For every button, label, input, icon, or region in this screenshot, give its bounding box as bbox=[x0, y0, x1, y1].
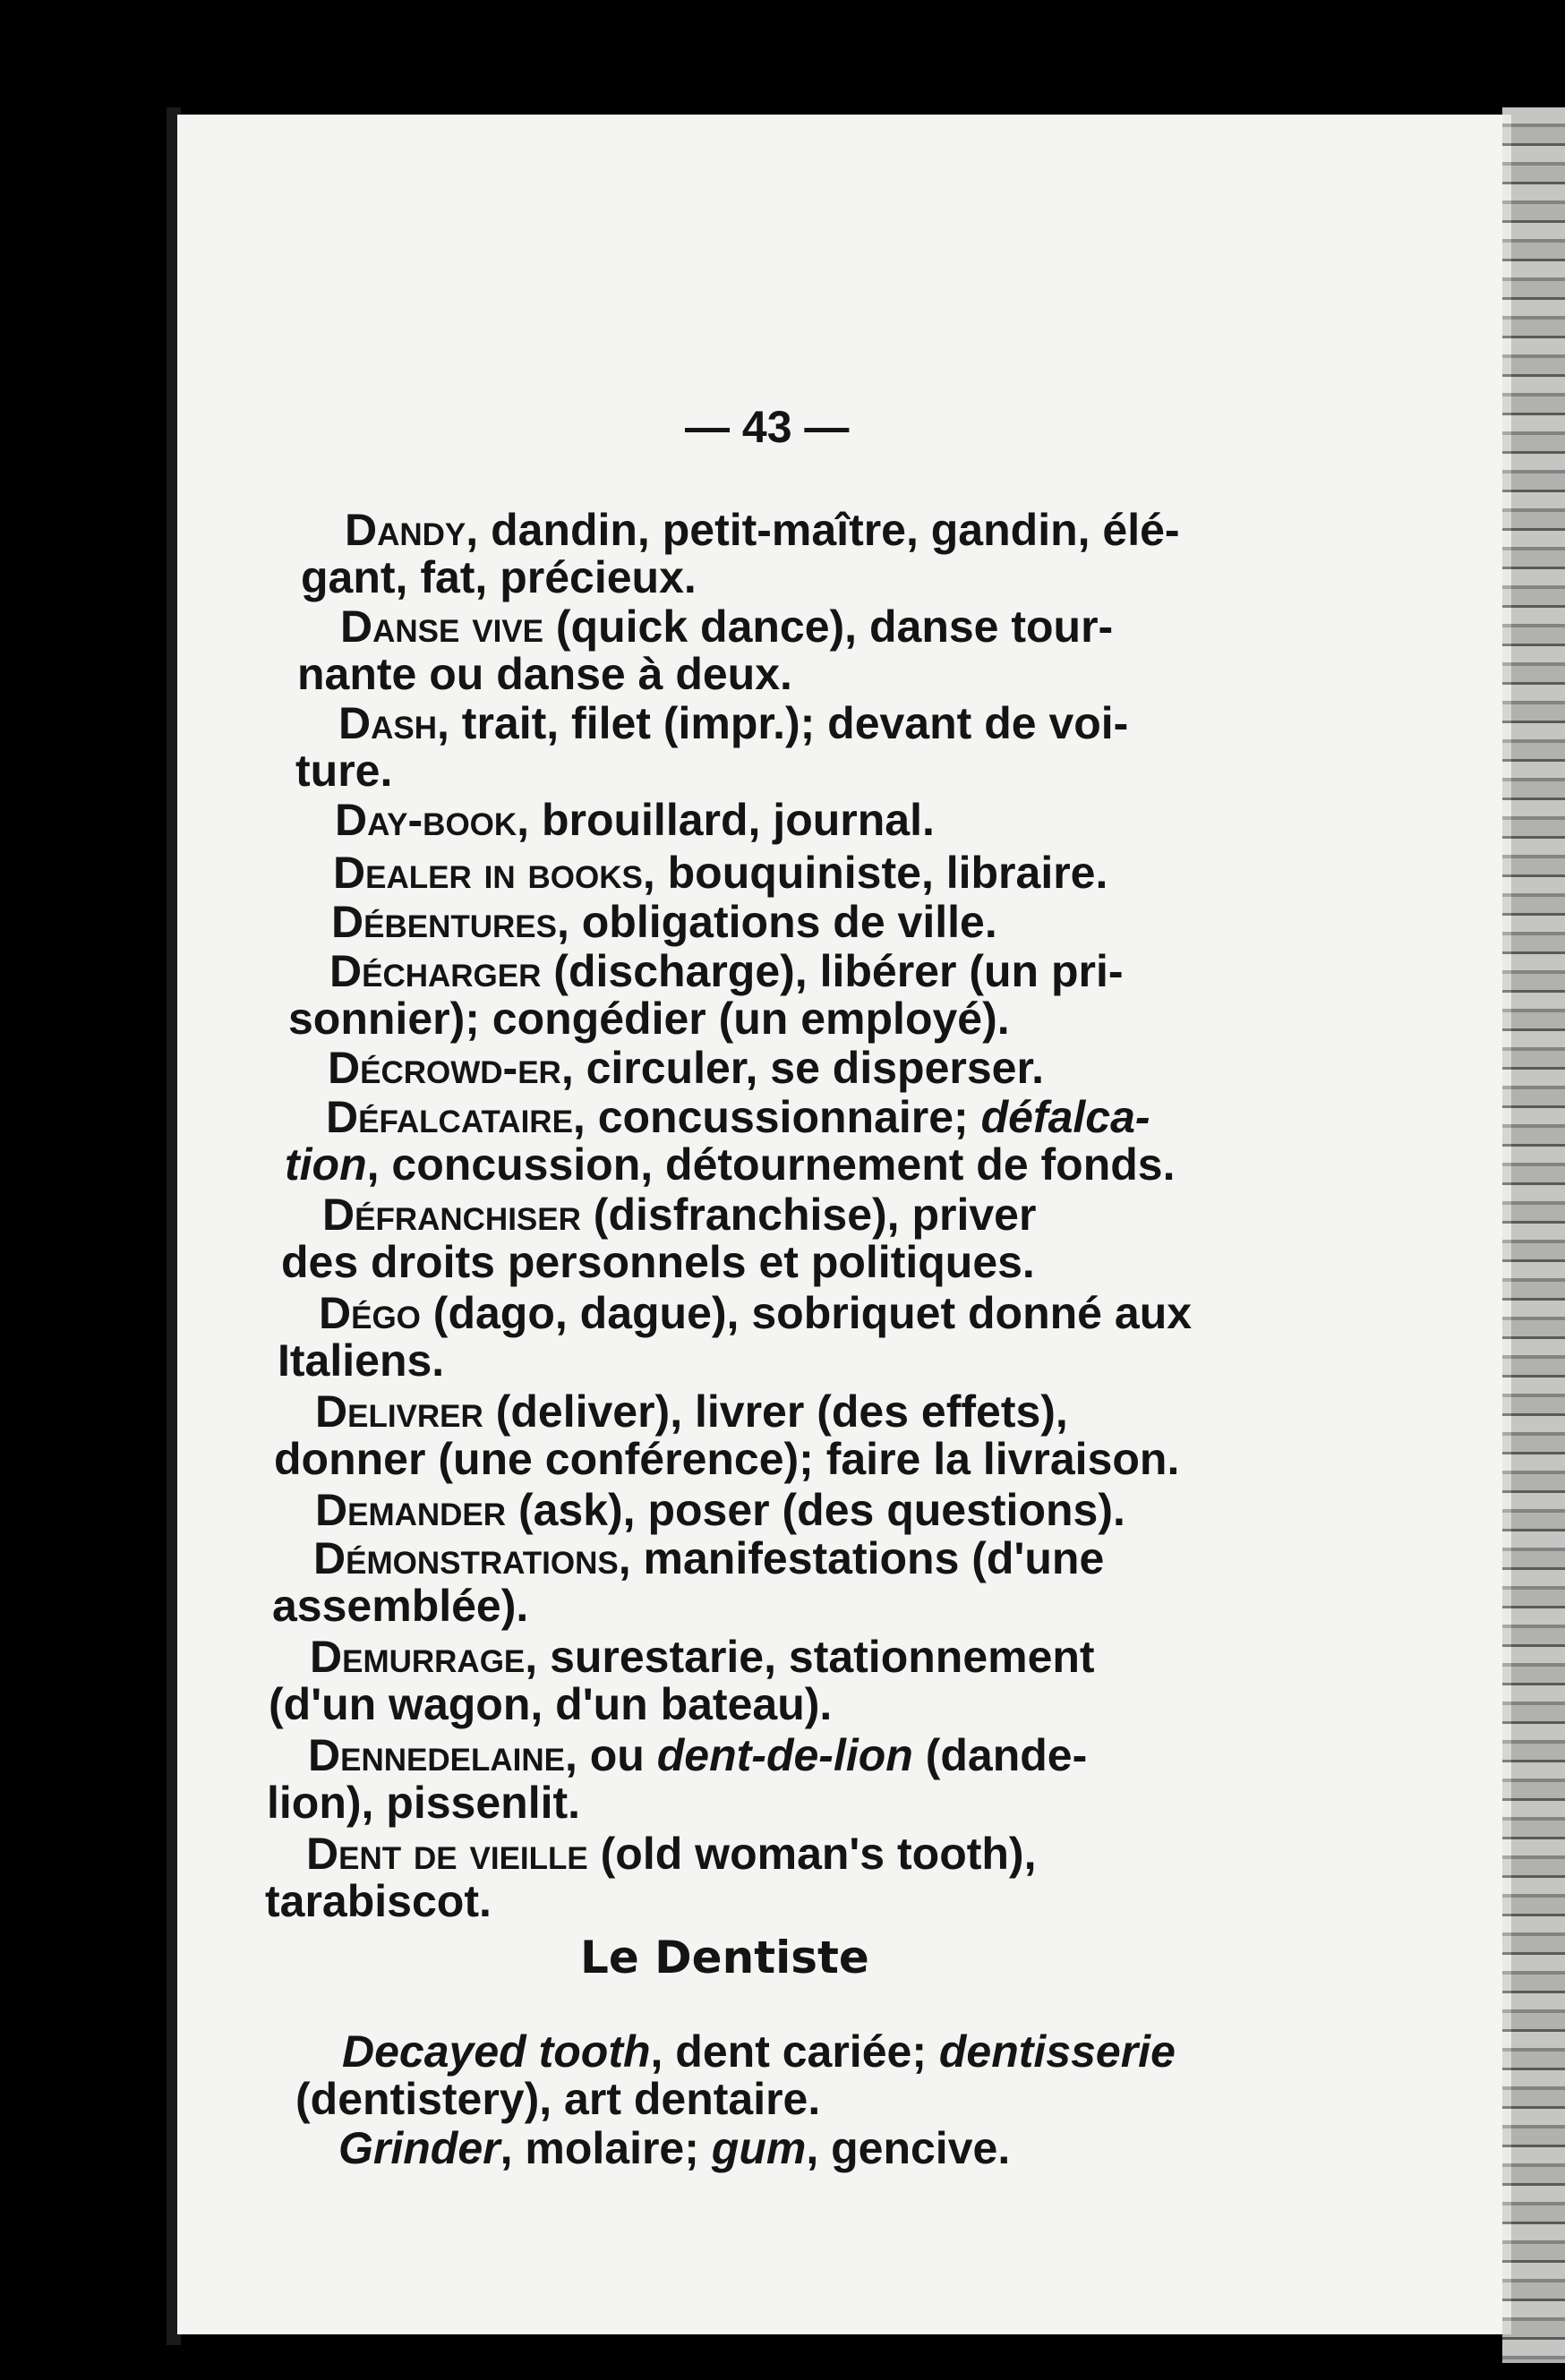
italic-term: dent-de-lion bbox=[656, 1730, 913, 1780]
definition-text: (dande- bbox=[912, 1730, 1088, 1780]
definition-text: , gencive. bbox=[806, 2123, 1011, 2173]
page-number: — 43 — bbox=[685, 402, 850, 452]
headword: Demander bbox=[315, 1485, 507, 1535]
definition-text: (ask), poser (des questions). bbox=[506, 1485, 1125, 1535]
entry-line bbox=[274, 1435, 1179, 1483]
definition-text: , surestarie, stationnement bbox=[525, 1632, 1095, 1682]
entry-line bbox=[288, 994, 1010, 1043]
definition-text: (old woman's tooth), bbox=[587, 1829, 1037, 1879]
definition-text: Italiens. bbox=[278, 1335, 445, 1386]
headword: Défranchiser bbox=[322, 1190, 581, 1240]
entry-line bbox=[272, 1582, 528, 1630]
definition-text: (dentistery), art dentaire. bbox=[295, 2074, 821, 2124]
entry-line bbox=[333, 849, 1107, 897]
definition-text: , molaire; bbox=[500, 2123, 712, 2173]
entry-line bbox=[338, 699, 1128, 747]
definition-text: , obligations de ville. bbox=[556, 897, 997, 947]
definition-text: , brouillard, journal. bbox=[517, 795, 935, 845]
definition-text: sonnier); congédier (un employé). bbox=[288, 994, 1010, 1044]
italic-term: Decayed tooth bbox=[342, 2026, 651, 2077]
definition-text: , ou bbox=[564, 1730, 657, 1780]
definition-text: , bouquiniste, libraire. bbox=[642, 848, 1108, 898]
entry-line bbox=[278, 1336, 444, 1385]
entry-line bbox=[313, 1534, 1104, 1582]
definition-text: , trait, filet (impr.); devant de voi- bbox=[437, 698, 1129, 748]
entry-line bbox=[308, 1731, 1087, 1779]
definition-text: (d'un wagon, d'un bateau). bbox=[269, 1679, 833, 1729]
italic-term: dentisserie bbox=[938, 2026, 1176, 2077]
headword: Day-book bbox=[335, 795, 517, 845]
headword: Démonstrations bbox=[313, 1533, 619, 1583]
headword: Delivrer bbox=[315, 1386, 483, 1437]
definition-text: (deliver), livrer (des effets), bbox=[483, 1386, 1068, 1437]
entry-line bbox=[328, 1044, 1044, 1092]
entry-line bbox=[269, 1680, 832, 1728]
entry-line bbox=[306, 1830, 1036, 1878]
entry-line bbox=[267, 1779, 580, 1827]
entry-line bbox=[301, 553, 697, 601]
entry-line bbox=[340, 602, 1113, 651]
section-entry-line bbox=[295, 2075, 820, 2123]
entry-line bbox=[345, 506, 1180, 554]
page-stack-edge bbox=[1502, 107, 1565, 2363]
definition-text: nante ou danse à deux. bbox=[297, 649, 792, 699]
section-title: Le Dentiste bbox=[580, 1932, 869, 1983]
definition-text: (discharge), libérer (un pri- bbox=[541, 946, 1124, 996]
headword: Dennedelaine bbox=[308, 1730, 565, 1780]
entry-line bbox=[315, 1486, 1125, 1534]
definition-text: donner (une conférence); faire la livraison. bbox=[274, 1434, 1180, 1484]
italic-term: défalca- bbox=[980, 1092, 1150, 1142]
headword: Danse vive bbox=[340, 601, 543, 652]
definition-text: , concussion, détournement de fonds. bbox=[366, 1139, 1176, 1190]
definition-text: des droits personnels et politiques. bbox=[281, 1237, 1035, 1287]
definition-text: , concussionnaire; bbox=[572, 1092, 981, 1142]
definition-text: gant, fat, précieux. bbox=[301, 552, 697, 602]
definition-text: , dandin, petit-maître, gandin, élé- bbox=[466, 505, 1180, 555]
entry-line bbox=[315, 1387, 1068, 1436]
entry-line bbox=[310, 1633, 1095, 1681]
italic-term: gum bbox=[711, 2123, 807, 2173]
definition-text: , dent cariée; bbox=[650, 2026, 939, 2077]
entry-line bbox=[297, 650, 792, 698]
definition-text: (disfranchise), priver bbox=[580, 1190, 1037, 1240]
headword: Décharger bbox=[329, 946, 542, 996]
headword: Défalcataire bbox=[326, 1092, 573, 1142]
headword: Dealer in books bbox=[333, 848, 643, 898]
entry-line bbox=[329, 947, 1124, 995]
entry-line bbox=[319, 1289, 1192, 1337]
entry-line bbox=[331, 898, 997, 946]
definition-text: ture. bbox=[295, 746, 393, 796]
italic-term: tion bbox=[285, 1139, 367, 1190]
headword: Débentures bbox=[331, 897, 557, 947]
entry-line bbox=[335, 796, 935, 844]
entry-line bbox=[322, 1190, 1036, 1239]
section-entry-line bbox=[342, 2027, 1176, 2076]
headword: Dent de vieille bbox=[306, 1829, 588, 1879]
definition-text: (dago, dague), sobriquet donné aux bbox=[420, 1288, 1193, 1338]
definition-text: , circuler, se disperser. bbox=[560, 1043, 1045, 1093]
headword: Dégo bbox=[319, 1288, 421, 1338]
definition-text: (quick dance), danse tour- bbox=[543, 601, 1114, 652]
headword: Dandy bbox=[345, 505, 466, 555]
definition-text: assemblée). bbox=[272, 1581, 529, 1631]
italic-term: Grinder bbox=[338, 2123, 500, 2173]
definition-text: lion), pissenlit. bbox=[267, 1778, 581, 1828]
headword: Décrowd-er bbox=[328, 1043, 561, 1093]
definition-text: tarabiscot. bbox=[265, 1876, 492, 1926]
entry-line bbox=[265, 1877, 492, 1925]
entry-line bbox=[326, 1093, 1150, 1141]
headword: Demurrage bbox=[310, 1632, 526, 1682]
entry-line bbox=[281, 1238, 1035, 1286]
definition-text: , manifestations (d'une bbox=[618, 1533, 1105, 1583]
section-entry-line bbox=[338, 2124, 1010, 2172]
entry-line bbox=[295, 746, 392, 795]
entry-line bbox=[285, 1140, 1176, 1189]
headword: Dash bbox=[338, 698, 438, 748]
